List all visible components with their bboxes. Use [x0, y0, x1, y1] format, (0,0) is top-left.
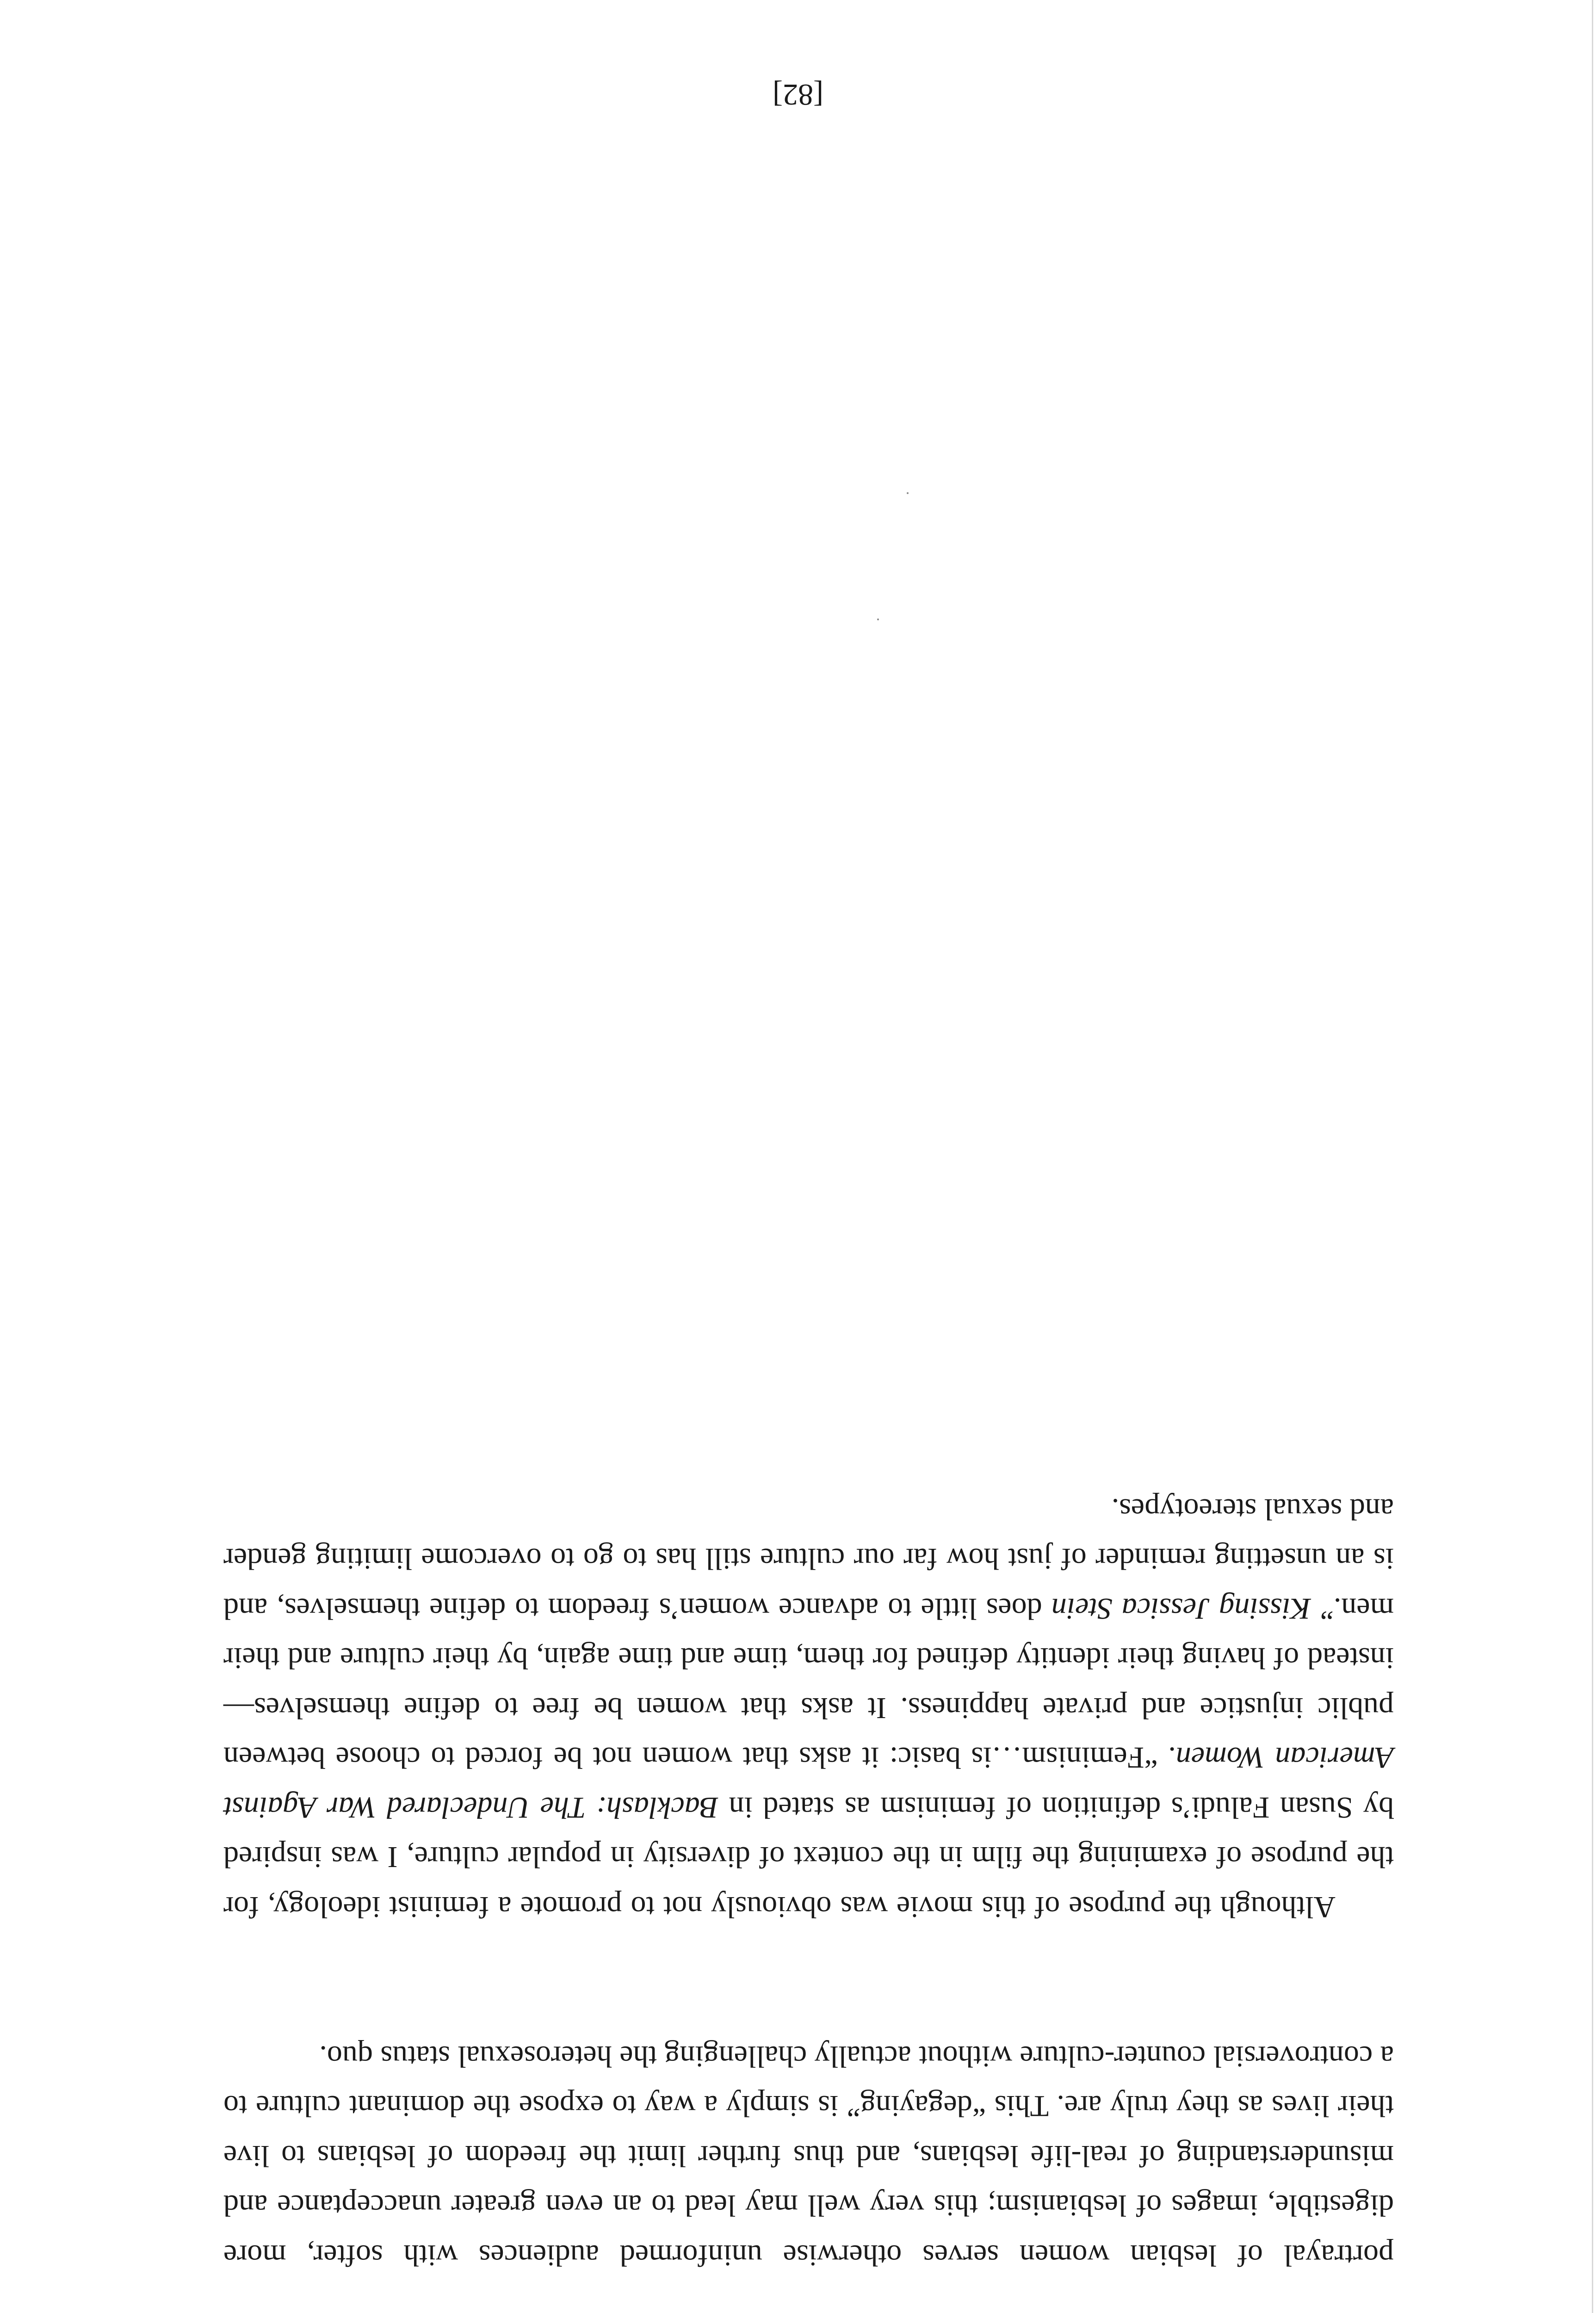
paragraph-2-text-2: . “Feminism…is basic: it asks that women not be forced to choose between public injustice and private happiness. It asks that women be free to define themselves—instead of having their identity defined for them, time and time again, by their culture and their men.”	[223, 1592, 1394, 1775]
paragraph-2-text-1: Although the purpose of this movie was obviously not to promote a feminist ideology, for the purpose of examining the film in the context of diversity in popular culture, I was inspired by Susan Faludi’s definition of feminism as stated in	[223, 1791, 1394, 1924]
body-paragraph-2	[223, 1484, 1394, 1932]
film-title-kissing-jessica-stein: Kissing Jessica Stein	[1051, 1592, 1311, 1626]
body-paragraph-1: portrayal of lesbian women serves otherwise uninformed audiences with softer, more digestible, images of lesbianism; this very well may lead to an even greater unacceptance and misunderstanding of real-life lesbians, and thus further limit the freedom of lesbians to live their lives as they truly are. This “degaying” is simply a way to expose the dominant culture to a controversial counter-culture without actually challenging the heterosexual status quo.	[223, 2040, 1394, 2272]
book-title-backlash: Backlash: The Undeclared War Against American Women	[223, 1741, 1394, 1824]
scan-edge-shadow	[1592, 0, 1593, 2313]
page-number: [82]	[773, 78, 823, 111]
scan-speck	[907, 492, 909, 494]
paragraph-2-text-3: does little to advance women’s freedom to define themselves, and is an unsetting reminder of just how far our culture still has to go to overcome limiting gender and sexual stereotypes.	[223, 1492, 1394, 1626]
scan-speck	[877, 618, 879, 620]
